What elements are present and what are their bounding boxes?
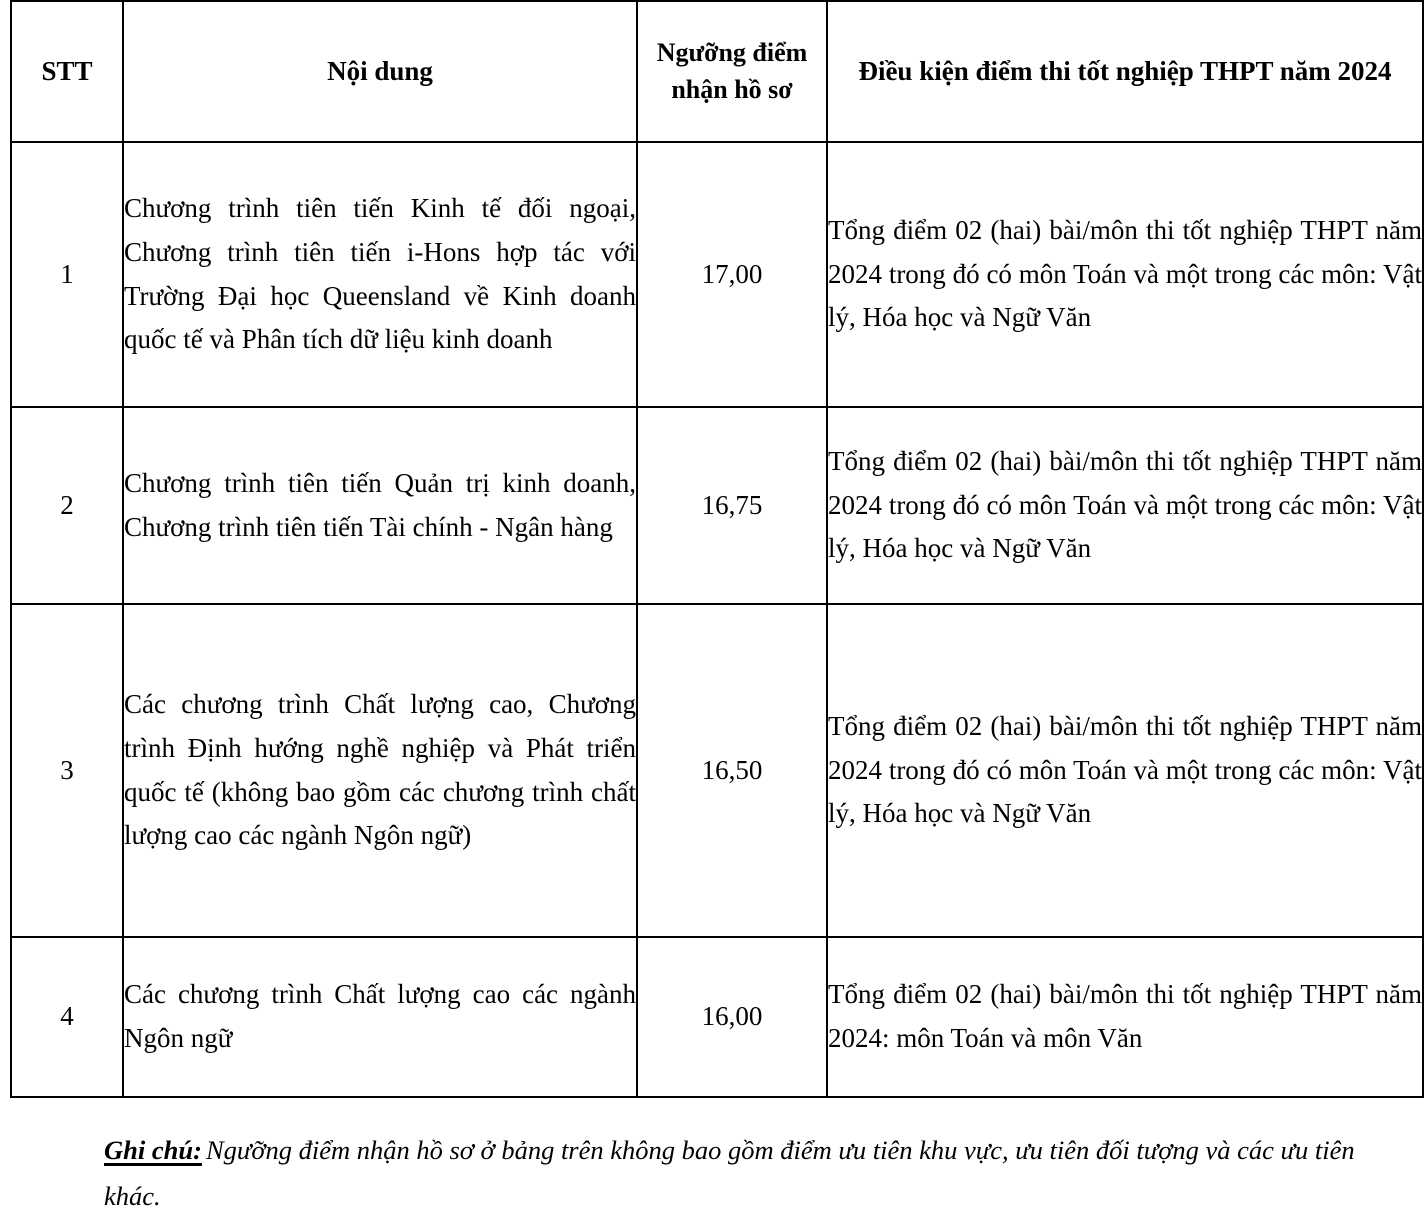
table-body [11, 142, 1423, 1097]
cell-noi-dung: Chương trình tiên tiến Kinh tế đối ngoại, Chương trình tiên tiến i-Hons hợp tác với Trường Đại học Queensland về Kinh doanh quốc tế và Phân tích dữ liệu kinh doanh [123, 142, 637, 407]
column-header-nguong-diem: Ngưỡng điểm nhận hồ sơ [637, 1, 827, 142]
cell-nguong-diem: 16,75 [637, 407, 827, 604]
cell-nguong-diem: 17,00 [637, 142, 827, 407]
table-row [11, 142, 1423, 407]
cell-dieu-kien: Tổng điểm 02 (hai) bài/môn thi tốt nghiệp THPT năm 2024 trong đó có môn Toán và một trong các môn: Vật lý, Hóa học và Ngữ Văn [827, 142, 1423, 407]
cell-dieu-kien: Tổng điểm 02 (hai) bài/môn thi tốt nghiệp THPT năm 2024: môn Toán và môn Văn [827, 937, 1423, 1097]
table-footnote [0, 1128, 1426, 1219]
footnote-label: Ghi chú: [104, 1135, 202, 1165]
cell-noi-dung: Các chương trình Chất lượng cao các ngành Ngôn ngữ [123, 937, 637, 1097]
table-header-row [11, 1, 1423, 142]
admission-threshold-table [10, 0, 1424, 1098]
cell-nguong-diem: 16,50 [637, 604, 827, 937]
cell-dieu-kien: Tổng điểm 02 (hai) bài/môn thi tốt nghiệp THPT năm 2024 trong đó có môn Toán và một trong các môn: Vật lý, Hóa học và Ngữ Văn [827, 407, 1423, 604]
cell-stt: 3 [11, 604, 123, 937]
cell-noi-dung: Các chương trình Chất lượng cao, Chương trình Định hướng nghề nghiệp và Phát triển quốc tế (không bao gồm các chương trình chất lượng cao các ngành Ngôn ngữ) [123, 604, 637, 937]
column-header-stt: STT [11, 1, 123, 142]
footnote-text: Ngưỡng điểm nhận hồ sơ ở bảng trên không bao gồm điểm ưu tiên khu vực, ưu tiên đối tượng và các ưu tiên khác. [104, 1135, 1355, 1211]
column-header-noi-dung: Nội dung [123, 1, 637, 142]
table-row [11, 604, 1423, 937]
cell-stt: 2 [11, 407, 123, 604]
table-header [11, 1, 1423, 142]
cell-dieu-kien: Tổng điểm 02 (hai) bài/môn thi tốt nghiệp THPT năm 2024 trong đó có môn Toán và một trong các môn: Vật lý, Hóa học và Ngữ Văn [827, 604, 1423, 937]
table-row [11, 937, 1423, 1097]
cell-noi-dung: Chương trình tiên tiến Quản trị kinh doanh, Chương trình tiên tiến Tài chính - Ngân hàng [123, 407, 637, 604]
column-header-dieu-kien: Điều kiện điểm thi tốt nghiệp THPT năm 2024 [827, 1, 1423, 142]
cell-nguong-diem: 16,00 [637, 937, 827, 1097]
cell-stt: 1 [11, 142, 123, 407]
cell-stt: 4 [11, 937, 123, 1097]
table-row [11, 407, 1423, 604]
